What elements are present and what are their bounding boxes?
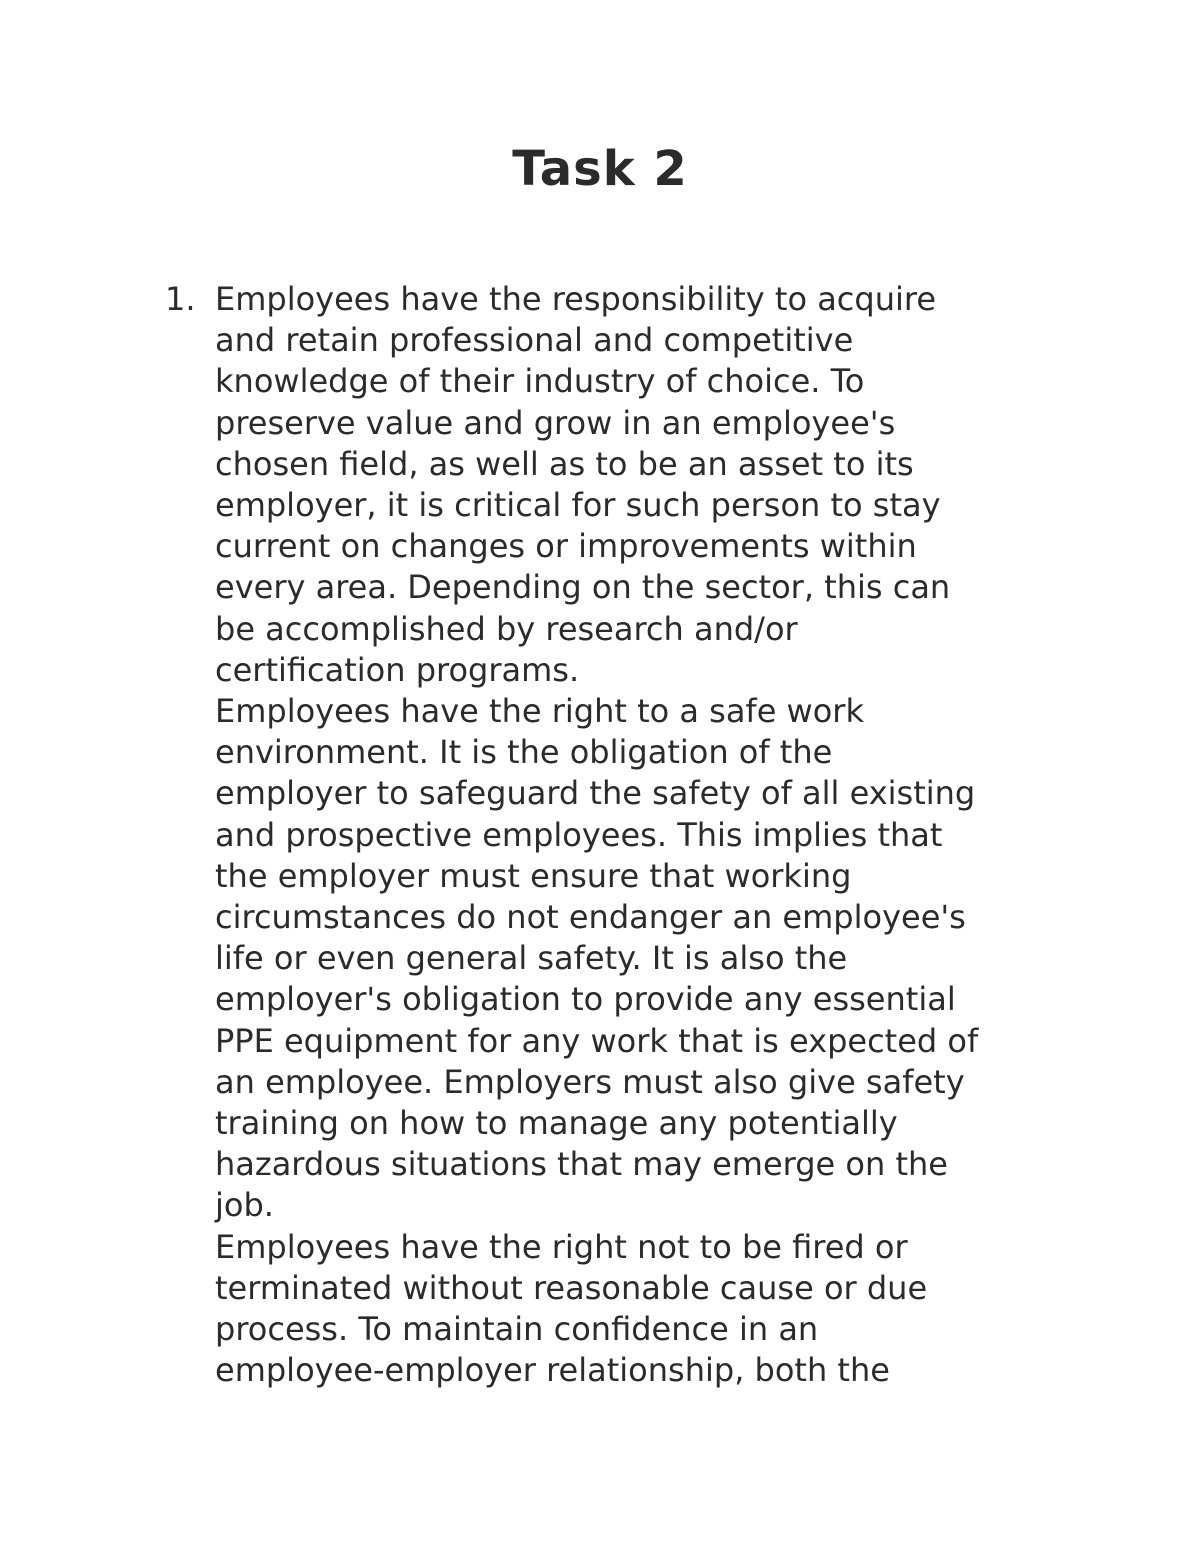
text-line: be accomplished by research and/or xyxy=(215,609,798,648)
text-line: every area. Depending on the sector, this can xyxy=(215,568,951,607)
text-line: environment. It is the obligation of the xyxy=(215,733,833,772)
text-line: Employees have the responsibility to acquire xyxy=(215,280,937,318)
text-line: the employer must ensure that working xyxy=(215,856,852,895)
text-line: current on changes or improvements within xyxy=(215,527,917,566)
text-line: knowledge of their industry of choice. To xyxy=(215,362,865,401)
text-line: and retain professional and competitive xyxy=(215,321,854,360)
text-line: PPE equipment for any work that is expected of xyxy=(215,1021,979,1060)
text-line: chosen field, as well as to be an asset to its xyxy=(215,444,914,483)
text-line: employer's obligation to provide any essential xyxy=(215,980,956,1019)
text-line: circumstances do not endanger an employee's xyxy=(215,898,966,936)
text-line: employer, it is critical for such person to stay xyxy=(215,486,941,524)
list-number: 1. xyxy=(165,280,196,318)
text-line: employer to safeguard the safety of all existing xyxy=(215,774,976,813)
text-line: Employees have the right not to be fired or xyxy=(215,1227,908,1266)
text-line: Employees have the right to a safe work xyxy=(215,692,864,730)
text-line: preserve value and grow in an employee's xyxy=(215,403,896,442)
text-line: training on how to manage any potentially xyxy=(215,1104,898,1142)
text-line: and prospective employees. This implies that xyxy=(215,815,943,854)
text-line: certification programs. xyxy=(215,650,580,689)
text-line: process. To maintain confidence in an xyxy=(215,1310,819,1348)
text-line: life or even general safety. It is also the xyxy=(215,939,848,978)
text-line: an employee. Employers must also give safety xyxy=(215,1062,965,1101)
text-line: employee-employer relationship, both the xyxy=(215,1351,890,1390)
page-title: Task 2 xyxy=(512,141,688,197)
text-line: terminated without reasonable cause or due xyxy=(215,1268,928,1307)
text-line: job. xyxy=(215,1186,274,1225)
text-line: hazardous situations that may emerge on the xyxy=(215,1145,948,1184)
